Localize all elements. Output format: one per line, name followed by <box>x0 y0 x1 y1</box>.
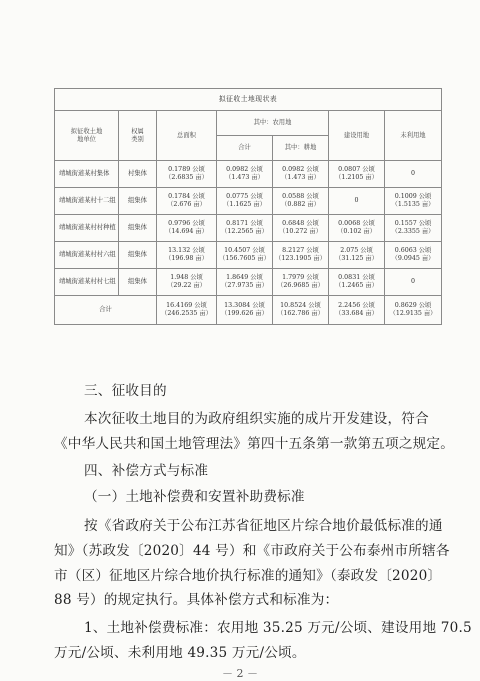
table-cell: 靖城街道某村村六组 <box>55 242 119 269</box>
table-cell: 13.132 公顷 （196.98 亩） <box>157 242 217 269</box>
table-row <box>55 269 442 296</box>
table-cell: 0.8171 公顷 （12.2565 亩） <box>217 215 273 242</box>
total-cell: 0.8629 公顷 （12.9135 亩） <box>385 296 442 325</box>
header-construction-land: 建设用地 <box>329 111 385 161</box>
paragraph-line: 本次征收土地目的为政府组织实施的成片开发建设，符合 <box>84 411 429 427</box>
total-cell: 16.4169 公顷 （246.2535 亩） <box>157 296 217 325</box>
table-row <box>55 215 442 242</box>
table-cell: 0.6848 公顷 （10.272 亩） <box>273 215 329 242</box>
table-cell: 0.1009 公顷 （1.5135 亩） <box>385 188 442 215</box>
table-cell: 组集体 <box>119 188 157 215</box>
table-caption: 拟征收土地现状表 <box>55 89 442 111</box>
header-agricultural-land: 其中：农用地 <box>217 111 329 136</box>
table-cell: 0.0588 公顷 （0.882 亩） <box>273 188 329 215</box>
table-row <box>55 242 442 269</box>
paragraph-line: 知》（苏政发〔2020〕44 号）和《市政府关于公布泰州市所辖各 <box>54 543 450 559</box>
table-cell: 0 <box>385 269 442 296</box>
header-unused-land: 未利用地 <box>385 111 442 161</box>
header-agri-total: 合计 <box>217 136 273 161</box>
table-cell: 组集体 <box>119 269 157 296</box>
table-cell: 1.948 公顷 （29.22 亩） <box>157 269 217 296</box>
paragraph-line: 《中华人民共和国土地管理法》第四十五条第一款第五项之规定。 <box>54 436 455 452</box>
table-total-row <box>55 296 442 325</box>
table-cell: 0.1557 公顷 （2.3355 亩） <box>385 215 442 242</box>
table-cell: 0.0775 公顷 （1.1625 亩） <box>217 188 273 215</box>
table-row <box>55 188 442 215</box>
table-cell: 组集体 <box>119 242 157 269</box>
total-label: 合计 <box>55 296 157 325</box>
table-cell: 靖城街道某村村种植 <box>55 215 119 242</box>
table-cell: 0.0982 公顷 （1.473 亩） <box>273 161 329 188</box>
total-cell: 13.3084 公顷 （199.626 亩） <box>217 296 273 325</box>
paragraph-line: 万元/公顷、未利用地 49.35 万元/公顷。 <box>54 645 306 661</box>
table-cell: 0 <box>385 161 442 188</box>
table-cell: 0.1784 公顷 （2.676 亩） <box>157 188 217 215</box>
section-heading-compensation: 四、补偿方式与标准 <box>84 463 209 479</box>
header-location: 拟征收土地 地单位 <box>55 111 119 161</box>
paragraph-line: 88 号）的规定执行。具体补偿方式和标准为： <box>54 592 339 608</box>
paragraph-line: 按《省政府关于公布江苏省征地区片综合地价最低标准的通 <box>84 518 443 534</box>
table-cell: 靖城街道某村村七组 <box>55 269 119 296</box>
header-farmland: 其中：耕地 <box>273 136 329 161</box>
paragraph-line: 1、土地补偿费标准：农用地 35.25 万元/公顷、建设用地 70.5 <box>84 620 472 636</box>
paragraph-line: 市（区）征地区片综合地价执行标准的通知》（泰政发〔2020〕 <box>54 568 442 584</box>
table-cell: 靖城街道某村十二组 <box>55 188 119 215</box>
table-cell: 0.0807 公顷 （1.2105 亩） <box>329 161 385 188</box>
total-cell: 2.2456 公顷 （33.684 亩） <box>329 296 385 325</box>
table-cell: 1.8649 公顷 （27.9735 亩） <box>217 269 273 296</box>
header-total-area: 总面积 <box>157 111 217 161</box>
page-number: － 2 － <box>222 667 258 680</box>
table-cell: 0.0068 公顷 （0.102 亩） <box>329 215 385 242</box>
table-cell: 0 <box>329 188 385 215</box>
land-status-table <box>54 88 441 325</box>
table-cell: 0.9796 公顷 （14.694 亩） <box>157 215 217 242</box>
table-cell: 2.075 公顷 （31.125 亩） <box>329 242 385 269</box>
table-cell: 8.2127 公顷 （123.1905 亩） <box>273 242 329 269</box>
table-cell: 1.7979 公顷 （26.9685 亩） <box>273 269 329 296</box>
table-cell: 0.6063 公顷 （9.0945 亩） <box>385 242 442 269</box>
table-cell: 村集体 <box>119 161 157 188</box>
table-cell: 10.4507 公顷 （156.7605 亩） <box>217 242 273 269</box>
subsection-heading: （一）土地补偿费和安置补助费标准 <box>84 489 305 505</box>
table-cell: 0.1789 公顷 （2.6835 亩） <box>157 161 217 188</box>
table-row <box>55 161 442 188</box>
table-cell: 组集体 <box>119 215 157 242</box>
table-cell: 0.0982 公顷 （1.473 亩） <box>217 161 273 188</box>
table-cell: 0.0831 公顷 （1.2465 亩） <box>329 269 385 296</box>
table-cell: 靖城街道某村集体 <box>55 161 119 188</box>
header-ownership: 权属 类别 <box>119 111 157 161</box>
total-cell: 10.8524 公顷 （162.786 亩） <box>273 296 329 325</box>
section-heading-purpose: 三、征收目的 <box>84 383 167 399</box>
